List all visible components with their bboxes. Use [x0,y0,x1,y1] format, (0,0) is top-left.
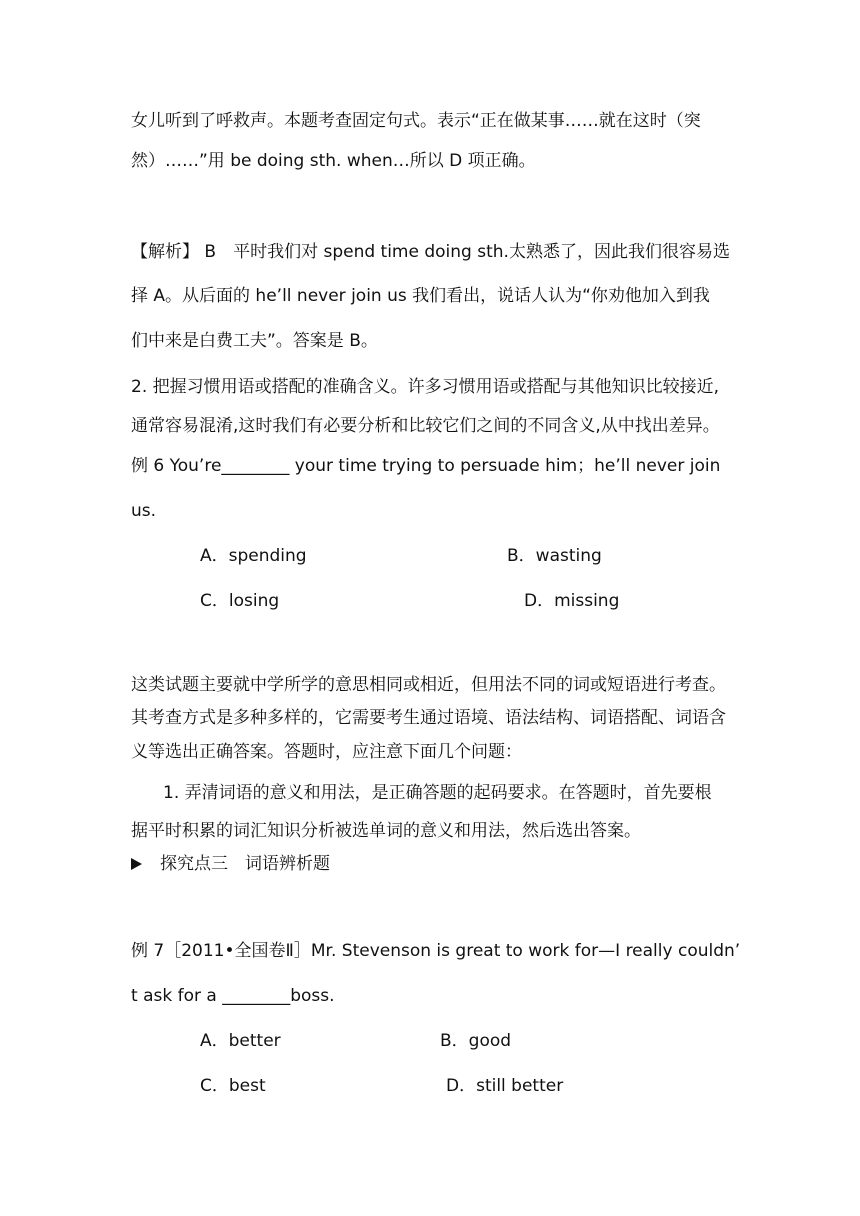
para5-line1: 1. 弄清词语的意义和用法，是正确答题的起码要求。在答题时，首先要根 [163,783,712,803]
example6-option-d: D．missing [524,591,620,611]
para4-line3: 义等选出正确答案。答题时，应注意下面几个问题： [131,742,522,762]
para5-line2: 据平时积累的词汇知识分析被选单词的意义和用法，然后选出答案。 [131,821,641,841]
example7-option-a: A．better [200,1031,281,1051]
example7-question-line1: 例 7［2011•全国卷Ⅱ］Mr. Stevenson is great to work for—I really couldn’ [131,941,741,961]
para2-line2: 择 A。从后面的 he’ll never join us 我们看出，说话人认为“你劝他加入到我 [131,286,710,306]
para1-line2: 然）……”用 be doing sth. when…所以 D 项正确。 [131,151,536,171]
example7-option-c: C．best [200,1076,266,1096]
para4-line1: 这类试题主要就中学所学的意思相同或相近，但用法不同的词或短语进行考查。 [131,675,726,695]
example6-question-line2: us. [131,501,157,521]
section-heading [131,853,330,875]
para2-line1: 【解析】 B 平时我们对 spend time doing sth.太熟悉了，因此我们很容易选 [131,242,730,262]
example6-option-c: C．losing [200,591,280,611]
section-heading-label: 探究点三 词语辨析题 [160,854,330,874]
para3-line2: 通常容易混淆,这时我们有必要分析和比较它们之间的不同含义,从中找出差异。 [131,416,720,436]
example7-option-b: B．good [440,1031,512,1051]
example6-option-b: B．wasting [507,546,602,566]
para4-line2: 其考查方式是多种多样的，它需要考生通过语境、语法结构、词语搭配、词语含 [131,708,726,728]
example6-option-a: A．spending [200,546,307,566]
example6-question-line1: 例 6 You’re________ your time trying to persuade him；he’ll never join [131,456,721,476]
para3-line1: 2. 把握习惯用语或搭配的准确含义。许多习惯用语或搭配与其他知识比较接近, [131,377,720,397]
triangle-bullet-icon [131,858,142,870]
para1-line1: 女儿听到了呼救声。本题考查固定句式。表示“正在做某事……就在这时（突 [131,111,701,131]
example7-question-line2: t ask for a ________boss. [131,986,335,1006]
para2-line3: 们中来是白费工夫”。答案是 B。 [131,331,378,351]
example7-option-d: D．still better [446,1076,564,1096]
